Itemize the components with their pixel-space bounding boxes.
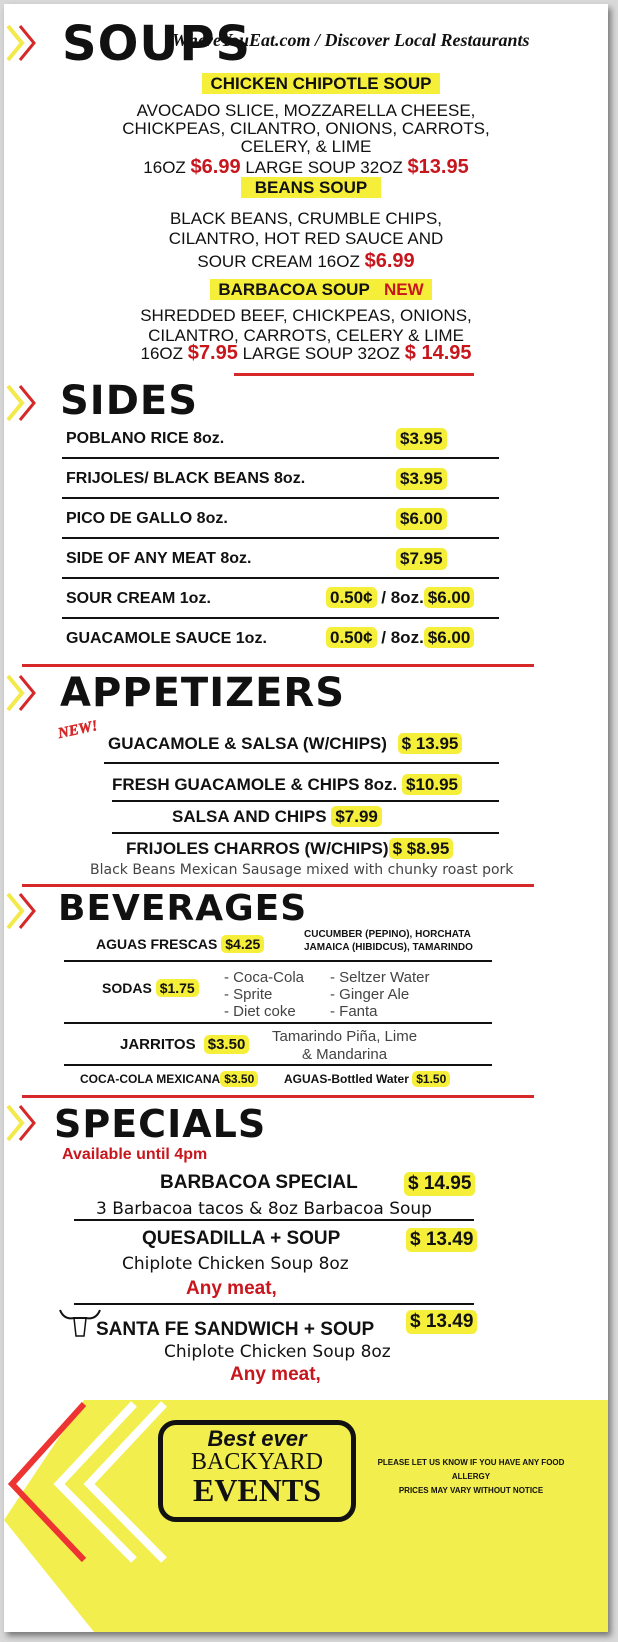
- beverage-sodas: SODAS $1.75: [102, 980, 199, 996]
- appetizer-item: SALSA AND CHIPS $7.99: [172, 807, 382, 827]
- soup-desc: BLACK BEANS, CRUMBLE CHIPS, CILANTRO, HOT RED SAUCE AND SOUR CREAM 16OZ $6.99: [168, 209, 444, 272]
- soup-name: BEANS SOUP: [241, 177, 381, 198]
- section-title-beverages: BEVERAGES: [58, 888, 308, 929]
- beverage-jarritos: JARRITOS $3.50: [120, 1036, 249, 1053]
- menu-page: [4, 4, 608, 1632]
- special-name: BARBACOA SPECIAL: [160, 1172, 358, 1193]
- row-divider: [62, 617, 499, 619]
- chevron-icon: [6, 892, 38, 930]
- soda-list: - Coca-Cola - Sprite - Diet coke: [224, 969, 305, 1020]
- section-title-sides: SIDES: [60, 378, 199, 424]
- row-divider: [62, 577, 499, 579]
- soup-prices: 16OZ $7.95 LARGE SOUP 32OZ $ 14.95: [140, 342, 472, 364]
- special-desc: 3 Barbacoa tacos & 8oz Barbacoa Soup: [96, 1199, 432, 1219]
- appetizer-item: FRESH GUACAMOLE & CHIPS 8oz. $10.95: [112, 775, 462, 795]
- soup-prices: 16OZ $6.99 LARGE SOUP 32OZ $13.95: [143, 156, 469, 178]
- chevron-icon: [6, 24, 38, 62]
- divider: [22, 1095, 534, 1098]
- allergy-notice: PLEASE LET US KNOW IF YOU HAVE ANY FOOD ALLERGY PRICES MAY VARY WITHOUT NOTICE: [377, 1458, 565, 1495]
- beverage-water: AGUAS-Bottled Water $1.50: [284, 1072, 450, 1086]
- appetizer-item: GUACAMOLE & SALSA (W/CHIPS) $ 13.95: [108, 734, 462, 754]
- special-name: QUESADILLA + SOUP: [142, 1228, 341, 1249]
- special-note: Any meat,: [230, 1364, 321, 1385]
- special-desc: Chiplote Chicken Soup 8oz: [164, 1342, 391, 1362]
- aguas-flavors: CUCUMBER (PEPINO), HORCHATA JAMAICA (HIBIDCUS), TAMARINDO: [304, 929, 473, 953]
- row-divider: [62, 497, 499, 499]
- chevron-icon: [6, 1104, 38, 1142]
- divider: [22, 884, 534, 887]
- appetizer-desc: Black Beans Mexican Sausage mixed with chunky roast pork: [90, 862, 514, 878]
- chevron-icon: [6, 674, 38, 712]
- soup-name: CHICKEN CHIPOTLE SOUP: [202, 73, 439, 94]
- row-divider: [62, 457, 499, 459]
- side-item-name: SOUR CREAM 1oz.: [66, 590, 211, 607]
- side-item-name: POBLANO RICE 8oz.: [66, 430, 225, 447]
- side-item-price: $3.95: [396, 428, 447, 450]
- side-item-price: $7.95: [396, 548, 447, 570]
- divider: [234, 373, 474, 376]
- side-item-price: $3.95: [396, 468, 447, 490]
- side-item-name: FRIJOLES/ BLACK BEANS 8oz.: [66, 470, 306, 487]
- side-item-name: SIDE OF ANY MEAT 8oz.: [66, 550, 252, 567]
- watermark: WhereYouEat.com / Discover Local Restaurants: [172, 30, 530, 50]
- side-item-name: PICO DE GALLO 8oz.: [66, 510, 228, 527]
- divider: [22, 664, 534, 667]
- side-item-name: GUACAMOLE SAUCE 1oz.: [66, 630, 267, 647]
- soup-desc: SHREDDED BEEF, CHICKPEAS, ONIONS, CILANTRO, CARROTS, CELERY & LIME: [140, 306, 472, 345]
- appetizer-item: FRIJOLES CHARROS (W/CHIPS) $ $8.95: [126, 839, 453, 859]
- section-title-appetizers: APPETIZERS: [60, 670, 346, 716]
- section-title-soups: SOUPS: [62, 16, 252, 72]
- special-price: $ 14.95: [404, 1172, 475, 1196]
- side-item-price: 0.50¢ / 8oz. $6.00: [326, 588, 474, 608]
- side-item-price: 0.50¢ / 8oz. $6.00: [326, 628, 474, 648]
- section-title-specials: SPECIALS: [54, 1102, 267, 1146]
- special-name: SANTA FE SANDWICH + SOUP: [96, 1319, 375, 1340]
- soda-list: - Seltzer Water - Ginger Ale - Fanta: [330, 969, 430, 1020]
- beverage-aguas: AGUAS FRESCAS $4.25: [96, 936, 264, 952]
- soup-desc: AVOCADO SLICE, MOZZARELLA CHEESE, CHICKPEAS, CILANTRO, ONIONS, CARROTS, CELERY, & LIME: [122, 101, 490, 156]
- special-price: $ 13.49: [406, 1228, 477, 1252]
- special-note: Any meat,: [186, 1278, 277, 1299]
- special-price: $ 13.49: [406, 1310, 477, 1334]
- new-badge: NEW!: [56, 718, 100, 742]
- special-desc: Chiplote Chicken Soup 8oz: [122, 1254, 349, 1274]
- beverage-coke: COCA-COLA MEXICANA $3.50: [80, 1072, 258, 1086]
- jarritos-flavors: Tamarindo Piña, Lime & Mandarina: [272, 1028, 418, 1063]
- best-ever-backyard-events-logo: Best ever BACKYARD EVENTS: [158, 1420, 356, 1522]
- soup-name: BARBACOA SOUP NEW: [210, 279, 431, 300]
- side-item-price: $6.00: [396, 508, 447, 530]
- row-divider: [62, 537, 499, 539]
- chevron-icon: [6, 384, 38, 422]
- availability: Available until 4pm: [62, 1146, 208, 1163]
